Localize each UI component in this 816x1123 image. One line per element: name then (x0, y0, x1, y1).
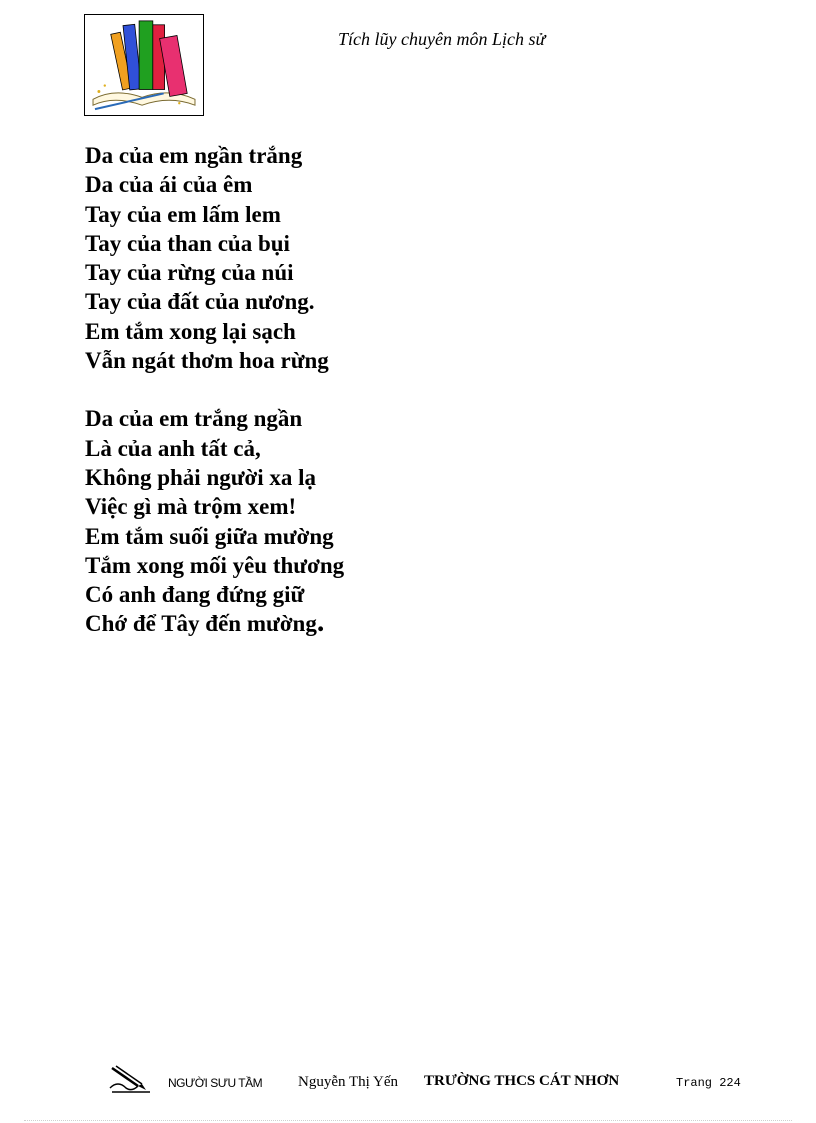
collector-label: NGƯỜI SƯU TẦM (168, 1076, 263, 1090)
author-name: Nguyễn Thị Yến (298, 1074, 398, 1090)
poem-line: Có anh đang đứng giữ (85, 582, 305, 608)
poem-line-last (85, 605, 344, 639)
poem-line: Da của em ngần trắng (85, 143, 303, 168)
books-icon (85, 15, 203, 115)
footer-divider (24, 1120, 792, 1121)
page-number: Trang 224 (676, 1076, 741, 1090)
poem-stanza-1 (85, 141, 344, 375)
poem-line: Không phải người xa lạ (85, 464, 317, 490)
poem-final-mark: . (316, 605, 325, 639)
poem-line: Em tắm xong lại sạch (85, 318, 296, 344)
pen-icon (108, 1062, 152, 1094)
poem-line: Tay của rừng của núi (85, 260, 294, 286)
poem-line: Việc gì mà trộm xem! (85, 494, 297, 520)
poem-line-text: Chớ để Tây đến mường (85, 611, 317, 637)
poem-line: Tay của than của bụi (85, 230, 290, 256)
school-name: TRƯỜNG THCS CÁT NHƠN (424, 1073, 620, 1089)
poem-line: Da của em trắng ngần (85, 406, 303, 432)
poem-stanza-2 (85, 404, 344, 638)
poem-line: Em tắm suối giữa mường (85, 523, 334, 549)
poem-line: Da của ái của êm (85, 172, 253, 198)
poem-line: Tắm xong mối yêu thương (85, 552, 345, 578)
page-header-title: Tích lũy chuyên môn Lịch sử (338, 29, 546, 49)
poem-line: Tay của em lấm lem (85, 201, 281, 227)
poem (85, 141, 344, 639)
poem-line: Là của anh tất cả, (85, 435, 261, 461)
books-logo (84, 14, 204, 116)
poem-line: Tay của đất của nương. (85, 289, 315, 315)
page-footer (0, 1062, 816, 1102)
poem-line: Vẫn ngát thơm hoa rừng (85, 348, 329, 374)
